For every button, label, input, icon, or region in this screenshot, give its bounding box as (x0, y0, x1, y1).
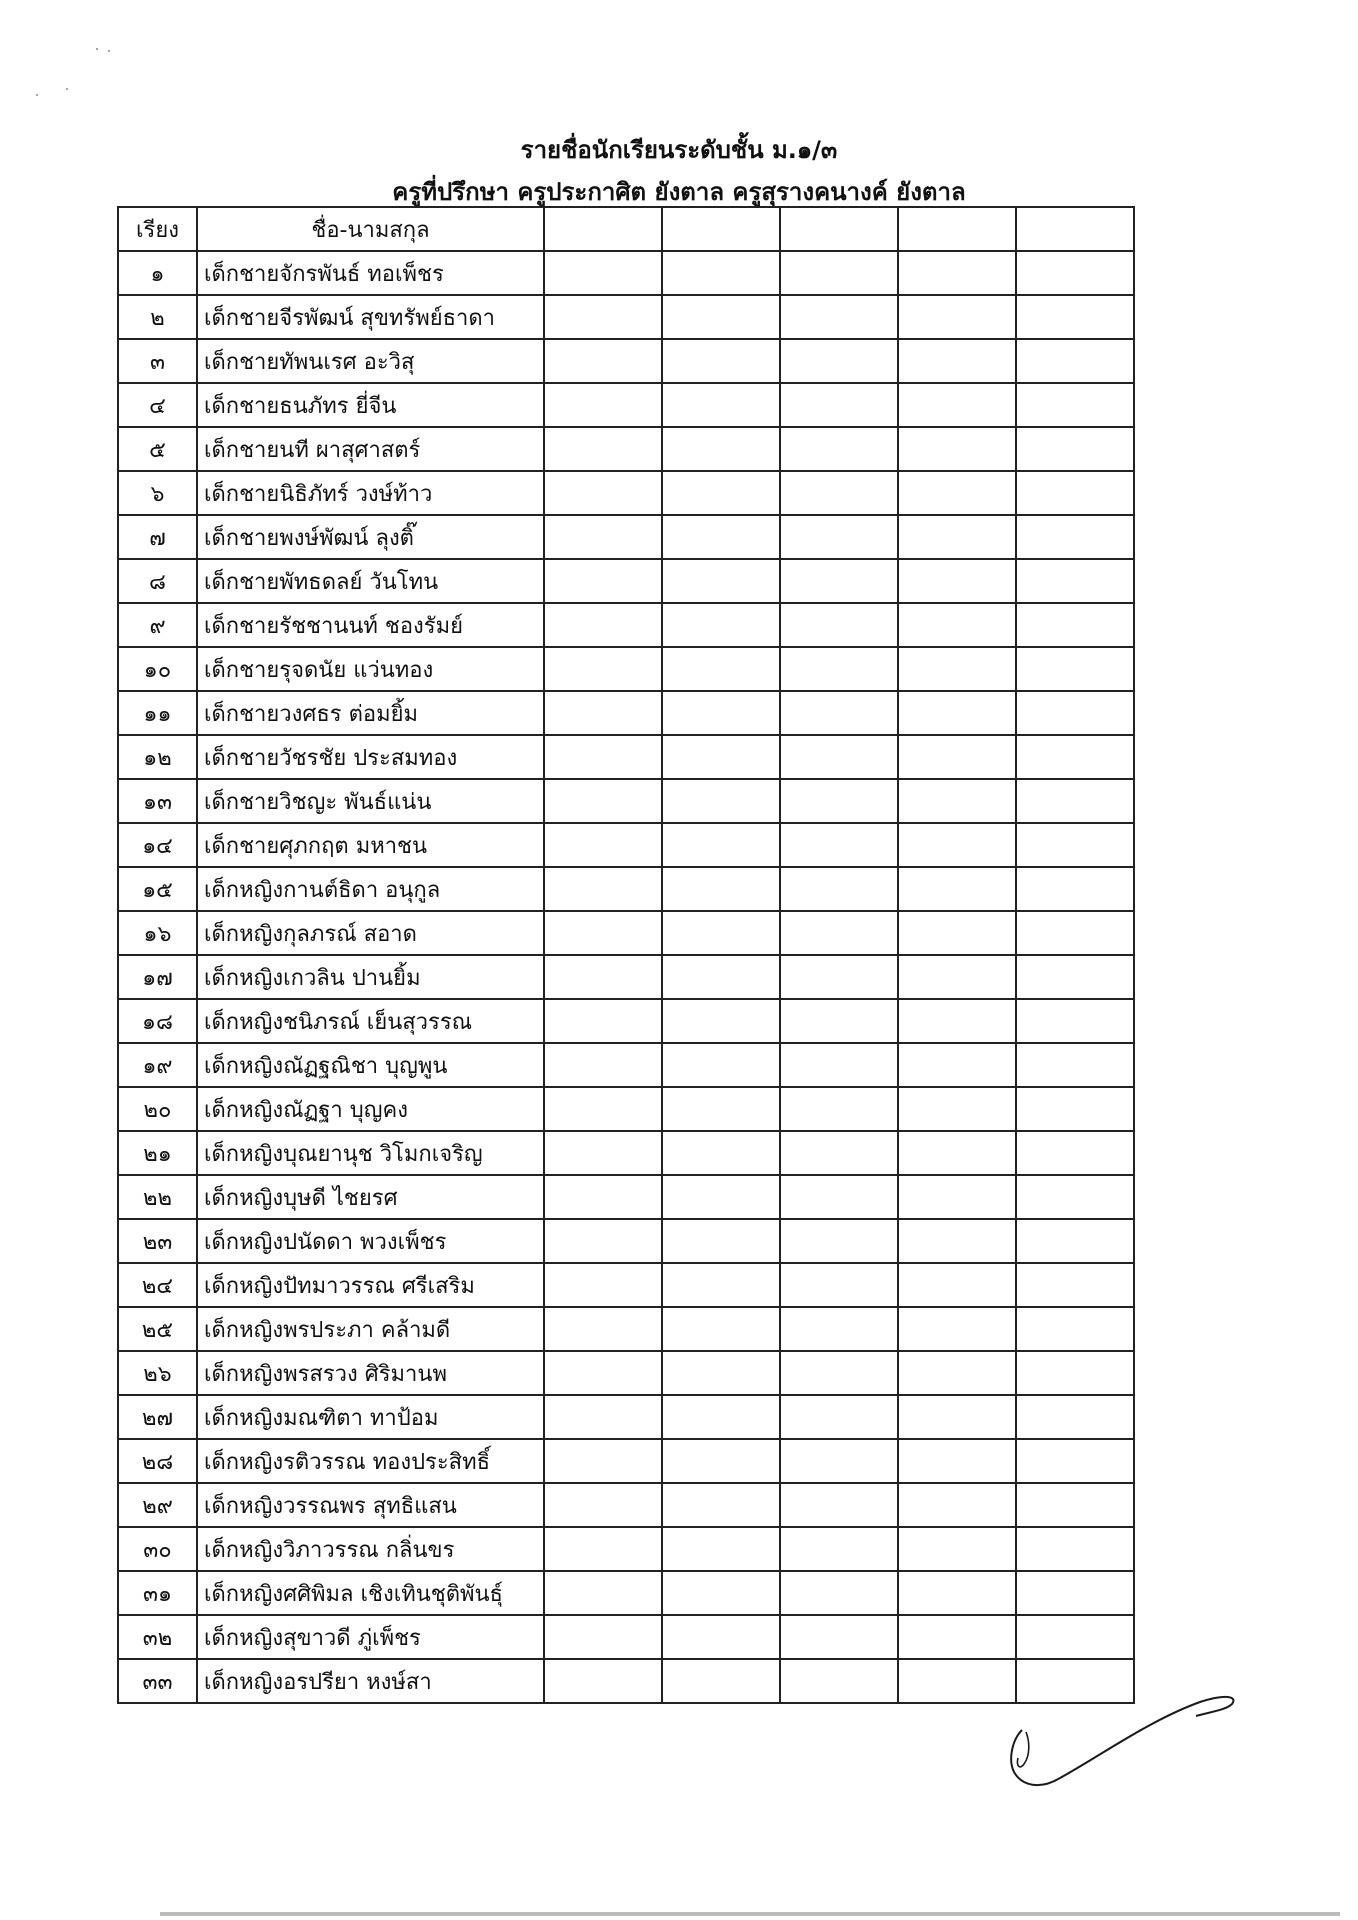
blank-cell (662, 1175, 780, 1219)
blank-cell (898, 735, 1016, 779)
blank-cell (662, 691, 780, 735)
table-row (118, 955, 1134, 999)
student-name: เด็กหญิงวรรณพร สุทธิแสน (197, 1483, 544, 1527)
table-row (118, 867, 1134, 911)
blank-cell (780, 647, 898, 691)
student-name: เด็กหญิงปนัดดา พวงเพ็ชร (197, 1219, 544, 1263)
student-name: เด็กชายจีรพัฒน์ สุขทรัพย์ธาดา (197, 295, 544, 339)
table-row (118, 1307, 1134, 1351)
header-name: ชื่อ-นามสกุล (197, 207, 544, 251)
blank-cell (780, 1659, 898, 1703)
blank-cell (898, 1219, 1016, 1263)
blank-cell (898, 559, 1016, 603)
blank-cell (1016, 559, 1134, 603)
blank-cell (662, 1527, 780, 1571)
blank-cell (662, 647, 780, 691)
student-name: เด็กชายศุภกฤต มหาชน (197, 823, 544, 867)
scan-speck (36, 94, 38, 96)
student-name: เด็กหญิงเกวลิน ปานยิ้ม (197, 955, 544, 999)
blank-cell (898, 251, 1016, 295)
blank-cell (544, 471, 662, 515)
advisor-line: ครูที่ปรึกษา ครูประกาศิต ยังตาล ครูสุรางคนางค์ ยังตาล (392, 178, 966, 206)
student-name: เด็กหญิงพรสรวง ศิริมานพ (197, 1351, 544, 1395)
blank-cell (662, 1615, 780, 1659)
blank-cell (544, 867, 662, 911)
blank-cell (1016, 691, 1134, 735)
table-row (118, 383, 1134, 427)
table-row (118, 999, 1134, 1043)
blank-cell (898, 1615, 1016, 1659)
blank-cell (1016, 1175, 1134, 1219)
blank-cell (1016, 339, 1134, 383)
row-number: ๑๗ (118, 955, 197, 999)
blank-cell (898, 1087, 1016, 1131)
table-row (118, 251, 1134, 295)
table-row (118, 647, 1134, 691)
blank-cell (662, 955, 780, 999)
blank-cell (1016, 1131, 1134, 1175)
student-name: เด็กหญิงมณฑิตา ทาป้อม (197, 1395, 544, 1439)
row-number: ๓๑ (118, 1571, 197, 1615)
blank-cell (780, 1131, 898, 1175)
blank-cell (898, 1571, 1016, 1615)
blank-cell (544, 735, 662, 779)
blank-cell (780, 471, 898, 515)
blank-cell (662, 779, 780, 823)
table-row (118, 559, 1134, 603)
row-number: ๑๔ (118, 823, 197, 867)
blank-cell (780, 1483, 898, 1527)
student-name: เด็กหญิงศศิพิมล เชิงเทินชุติพันธุ์ (197, 1571, 544, 1615)
student-name: เด็กชายรุจดนัย แว่นทอง (197, 647, 544, 691)
student-name: เด็กหญิงณัฏฐณิชา บุญพูน (197, 1043, 544, 1087)
row-number: ๒๙ (118, 1483, 197, 1527)
blank-cell (1016, 1571, 1134, 1615)
row-number: ๔ (118, 383, 197, 427)
blank-cell (898, 955, 1016, 999)
blank-cell (662, 603, 780, 647)
blank-cell (780, 383, 898, 427)
blank-cell (1016, 823, 1134, 867)
student-roster-table (117, 206, 1135, 1704)
blank-cell (898, 1175, 1016, 1219)
blank-cell (898, 515, 1016, 559)
table-row (118, 1483, 1134, 1527)
blank-cell (662, 1263, 780, 1307)
blank-cell (544, 603, 662, 647)
blank-cell (544, 999, 662, 1043)
blank-cell (662, 735, 780, 779)
blank-cell (780, 1351, 898, 1395)
blank-cell (1016, 1087, 1134, 1131)
blank-cell (544, 1351, 662, 1395)
blank-cell (662, 823, 780, 867)
row-number: ๓ (118, 339, 197, 383)
student-name: เด็กชายวงศธร ต่อมยิ้ม (197, 691, 544, 735)
blank-cell (898, 339, 1016, 383)
blank-cell (662, 1659, 780, 1703)
row-number: ๑ (118, 251, 197, 295)
blank-cell (544, 1571, 662, 1615)
blank-cell (662, 1351, 780, 1395)
table-row (118, 911, 1134, 955)
blank-cell (662, 867, 780, 911)
table-row (118, 471, 1134, 515)
student-name: เด็กหญิงกานต์ธิดา อนุกูล (197, 867, 544, 911)
blank-cell (662, 1307, 780, 1351)
blank-cell (780, 515, 898, 559)
blank-cell (662, 911, 780, 955)
blank-cell (1016, 383, 1134, 427)
scan-speck (66, 88, 68, 90)
blank-cell (780, 735, 898, 779)
blank-cell (780, 1395, 898, 1439)
blank-cell (662, 339, 780, 383)
table-row (118, 1219, 1134, 1263)
blank-cell (544, 1263, 662, 1307)
row-number: ๓๒ (118, 1615, 197, 1659)
table-row (118, 427, 1134, 471)
table-row (118, 1571, 1134, 1615)
blank-cell (544, 1483, 662, 1527)
blank-cell (780, 1571, 898, 1615)
blank-cell (898, 427, 1016, 471)
blank-cell (780, 867, 898, 911)
row-number: ๒๔ (118, 1263, 197, 1307)
blank-cell (1016, 999, 1134, 1043)
row-number: ๒๕ (118, 1307, 197, 1351)
blank-cell (662, 427, 780, 471)
table-row (118, 823, 1134, 867)
document-title: รายชื่อนักเรียนระดับชั้น ม.๑/๓ (520, 136, 838, 164)
blank-cell (898, 1483, 1016, 1527)
table-row (118, 735, 1134, 779)
blank-cell (780, 1263, 898, 1307)
table-row (118, 1175, 1134, 1219)
blank-cell (544, 1307, 662, 1351)
blank-cell (1016, 603, 1134, 647)
student-name: เด็กหญิงกุลภรณ์ สอาด (197, 911, 544, 955)
blank-cell (898, 779, 1016, 823)
blank-cell (662, 1439, 780, 1483)
student-name: เด็กหญิงพรประภา คล้ามดี (197, 1307, 544, 1351)
blank-cell (544, 1395, 662, 1439)
student-name: เด็กชายนที ผาสุศาสตร์ (197, 427, 544, 471)
blank-cell (662, 251, 780, 295)
blank-cell (662, 559, 780, 603)
blank-cell (662, 383, 780, 427)
row-number: ๓๐ (118, 1527, 197, 1571)
student-name: เด็กชายพงษ์พัฒน์ ลุงติ๊ (197, 515, 544, 559)
blank-cell (544, 691, 662, 735)
signature-mark (1000, 1660, 1240, 1800)
blank-cell (662, 1395, 780, 1439)
student-name: เด็กหญิงชนิภรณ์ เย็นสุวรรณ (197, 999, 544, 1043)
header-number: เรียง (118, 207, 197, 251)
blank-cell (780, 823, 898, 867)
table-row (118, 1615, 1134, 1659)
row-number: ๑๘ (118, 999, 197, 1043)
blank-cell (1016, 1439, 1134, 1483)
row-number: ๗ (118, 515, 197, 559)
blank-cell (1016, 647, 1134, 691)
student-name: เด็กชายนิธิภัทร์ วงษ์ท้าว (197, 471, 544, 515)
blank-cell (544, 339, 662, 383)
blank-cell (544, 427, 662, 471)
blank-cell (898, 1351, 1016, 1395)
blank-cell (662, 1087, 780, 1131)
row-number: ๑๓ (118, 779, 197, 823)
blank-cell (898, 911, 1016, 955)
blank-cell (1016, 911, 1134, 955)
blank-cell (1016, 251, 1134, 295)
blank-cell (780, 251, 898, 295)
header-blank-cell (1016, 207, 1134, 251)
blank-cell (544, 1087, 662, 1131)
blank-cell (544, 295, 662, 339)
row-number: ๘ (118, 559, 197, 603)
table-row (118, 1043, 1134, 1087)
blank-cell (898, 1439, 1016, 1483)
header-blank-cell (780, 207, 898, 251)
blank-cell (780, 1615, 898, 1659)
row-number: ๑๑ (118, 691, 197, 735)
blank-cell (544, 1175, 662, 1219)
blank-cell (544, 1219, 662, 1263)
header-blank-cell (662, 207, 780, 251)
blank-cell (544, 383, 662, 427)
row-number: ๙ (118, 603, 197, 647)
blank-cell (544, 1131, 662, 1175)
header-blank-cell (898, 207, 1016, 251)
blank-cell (1016, 735, 1134, 779)
blank-cell (780, 603, 898, 647)
blank-cell (898, 471, 1016, 515)
row-number: ๒๑ (118, 1131, 197, 1175)
blank-cell (898, 603, 1016, 647)
blank-cell (898, 823, 1016, 867)
student-name: เด็กชายพัทธดลย์ วันโทน (197, 559, 544, 603)
blank-cell (898, 1395, 1016, 1439)
blank-cell (780, 1043, 898, 1087)
student-name: เด็กหญิงรติวรรณ ทองประสิทธิ์ (197, 1439, 544, 1483)
blank-cell (780, 1307, 898, 1351)
blank-cell (662, 515, 780, 559)
blank-cell (780, 339, 898, 383)
table-row (118, 1659, 1134, 1703)
blank-cell (780, 691, 898, 735)
blank-cell (1016, 1483, 1134, 1527)
student-name: เด็กหญิงอรปรียา หงษ์สา (197, 1659, 544, 1703)
blank-cell (1016, 295, 1134, 339)
row-number: ๒๘ (118, 1439, 197, 1483)
blank-cell (780, 1219, 898, 1263)
blank-cell (1016, 1615, 1134, 1659)
row-number: ๒๖ (118, 1351, 197, 1395)
blank-cell (1016, 867, 1134, 911)
blank-cell (662, 295, 780, 339)
blank-cell (1016, 1351, 1134, 1395)
blank-cell (898, 1659, 1016, 1703)
table-row (118, 1527, 1134, 1571)
blank-cell (544, 1527, 662, 1571)
blank-cell (780, 779, 898, 823)
table-row (118, 779, 1134, 823)
blank-cell (662, 1131, 780, 1175)
row-number: ๒ (118, 295, 197, 339)
blank-cell (780, 911, 898, 955)
blank-cell (780, 1087, 898, 1131)
blank-cell (898, 999, 1016, 1043)
blank-cell (1016, 955, 1134, 999)
blank-cell (898, 1263, 1016, 1307)
blank-cell (780, 295, 898, 339)
student-name: เด็กชายรัชชานนท์ ชองรัมย์ (197, 603, 544, 647)
blank-cell (898, 295, 1016, 339)
blank-cell (544, 911, 662, 955)
table-row (118, 1087, 1134, 1131)
blank-cell (1016, 471, 1134, 515)
blank-cell (898, 1527, 1016, 1571)
row-number: ๑๒ (118, 735, 197, 779)
table-row (118, 1351, 1134, 1395)
blank-cell (544, 515, 662, 559)
blank-cell (898, 691, 1016, 735)
blank-cell (898, 867, 1016, 911)
student-name: เด็กหญิงบุษดี ไชยรศ (197, 1175, 544, 1219)
table-header-row (118, 207, 1134, 251)
blank-cell (898, 1307, 1016, 1351)
blank-cell (1016, 1263, 1134, 1307)
blank-cell (780, 559, 898, 603)
blank-cell (544, 1615, 662, 1659)
scan-edge (160, 1912, 1340, 1916)
header-blank-cell (544, 207, 662, 251)
table-row (118, 1131, 1134, 1175)
blank-cell (780, 427, 898, 471)
blank-cell (544, 1439, 662, 1483)
student-name: เด็กชายจักรพันธ์ ทอเพ็ชร (197, 251, 544, 295)
blank-cell (662, 1219, 780, 1263)
blank-cell (1016, 1219, 1134, 1263)
row-number: ๖ (118, 471, 197, 515)
blank-cell (544, 1659, 662, 1703)
blank-cell (544, 251, 662, 295)
blank-cell (544, 647, 662, 691)
student-name: เด็กชายทัพนเรศ อะวิสุ (197, 339, 544, 383)
blank-cell (662, 1043, 780, 1087)
roster-body (118, 251, 1134, 1703)
student-name: เด็กหญิงบุณยานุช วิโมกเจริญ (197, 1131, 544, 1175)
blank-cell (780, 1175, 898, 1219)
blank-cell (898, 383, 1016, 427)
blank-cell (662, 999, 780, 1043)
blank-cell (898, 1131, 1016, 1175)
student-name: เด็กหญิงณัฏฐา บุญคง (197, 1087, 544, 1131)
blank-cell (662, 471, 780, 515)
scan-speck (108, 50, 110, 52)
row-number: ๑๐ (118, 647, 197, 691)
student-name: เด็กชายวิชญะ พันธ์แน่น (197, 779, 544, 823)
blank-cell (780, 1527, 898, 1571)
table-row (118, 339, 1134, 383)
table-row (118, 1439, 1134, 1483)
blank-cell (780, 955, 898, 999)
student-name: เด็กชายธนภัทร ยี่จีน (197, 383, 544, 427)
table-row (118, 691, 1134, 735)
blank-cell (544, 559, 662, 603)
row-number: ๒๓ (118, 1219, 197, 1263)
student-name: เด็กหญิงปัทมาวรรณ ศรีเสริม (197, 1263, 544, 1307)
row-number: ๒๒ (118, 1175, 197, 1219)
blank-cell (1016, 1395, 1134, 1439)
scan-speck (96, 48, 98, 50)
row-number: ๕ (118, 427, 197, 471)
blank-cell (898, 1043, 1016, 1087)
blank-cell (1016, 427, 1134, 471)
row-number: ๓๓ (118, 1659, 197, 1703)
table-row (118, 1395, 1134, 1439)
blank-cell (780, 999, 898, 1043)
student-name: เด็กหญิงสุขาวดี ภู่เพ็ชร (197, 1615, 544, 1659)
row-number: ๒๗ (118, 1395, 197, 1439)
table-row (118, 295, 1134, 339)
blank-cell (544, 823, 662, 867)
blank-cell (544, 779, 662, 823)
blank-cell (544, 1043, 662, 1087)
blank-cell (1016, 1527, 1134, 1571)
table-row (118, 603, 1134, 647)
table-row (118, 1263, 1134, 1307)
row-number: ๒๐ (118, 1087, 197, 1131)
row-number: ๑๖ (118, 911, 197, 955)
blank-cell (662, 1571, 780, 1615)
blank-cell (780, 1439, 898, 1483)
row-number: ๑๕ (118, 867, 197, 911)
student-name: เด็กหญิงวิภาวรรณ กลิ่นขร (197, 1527, 544, 1571)
blank-cell (662, 1483, 780, 1527)
blank-cell (898, 647, 1016, 691)
blank-cell (1016, 515, 1134, 559)
table-row (118, 515, 1134, 559)
blank-cell (1016, 1307, 1134, 1351)
blank-cell (1016, 1043, 1134, 1087)
row-number: ๑๙ (118, 1043, 197, 1087)
blank-cell (544, 955, 662, 999)
blank-cell (1016, 779, 1134, 823)
student-name: เด็กชายวัชรชัย ประสมทอง (197, 735, 544, 779)
